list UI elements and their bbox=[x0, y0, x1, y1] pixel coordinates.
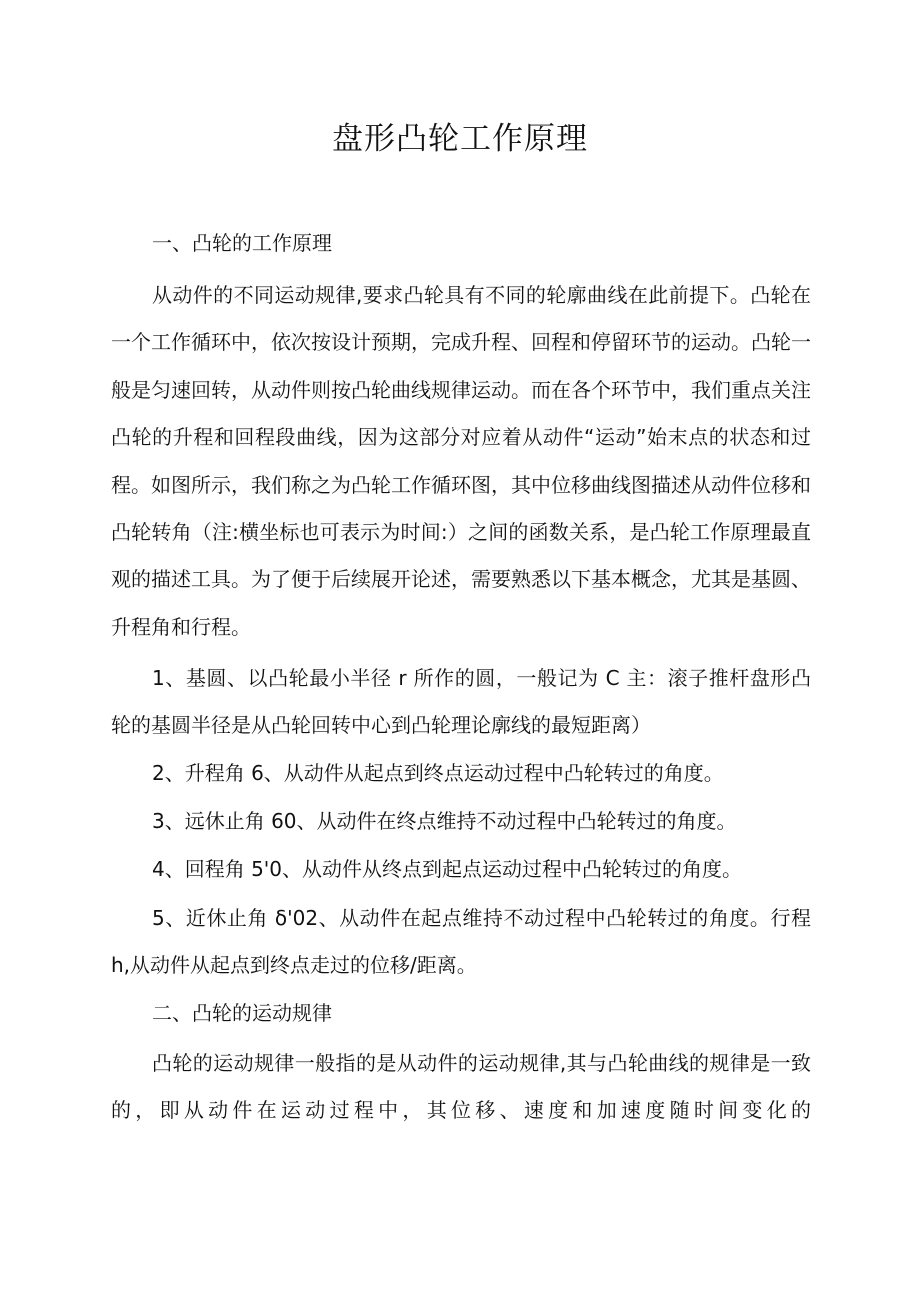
paragraph-base-circle: 1、基圆、以凸轮最小半径 r 所作的圆，一般记为 C 主：滚子推杆盘形凸轮的基圆半径是从凸轮回转中心到凸轮理论廓线的最短距离） bbox=[111, 666, 811, 738]
document-title: 盘形凸轮工作原理 bbox=[332, 121, 588, 157]
section-heading: 一、凸轮的工作原理 bbox=[152, 231, 332, 255]
paragraph-intro: 从动件的不同运动规律,要求凸轮具有不同的轮廓曲线在此前提下。凸轮在一个工作循环中，依次按设计预期，完成升程、回程和停留环节的运动。凸轮一般是匀速回转，从动件则按凸轮曲线规律运动。而在各个环节中，我们重点关注凸轮的升程和回程段曲线，因为这部分对应着从动件“运动”始末点的状态和过程。如图所示，我们称之为凸轮工作循环图，其中位移曲线图描述从动件位移和凸轮转角（注:横坐标也可表示为时间:）之间的函数关系，是凸轮工作原理最直观的描述工具。为了便于后续展开论述，需要熟悉以下基本概念，尤其是基圆、升程角和行程。 bbox=[111, 283, 811, 639]
paragraph-motion-law: 凸轮的运动规律一般指的是从动件的运动规律,其与凸轮曲线的规律是一致的，即从动件在运动过程中，其位移、速度和加速度随时间变化的 bbox=[111, 1051, 811, 1123]
paragraph-near-dwell-angle: 5、近休止角 δ'02、从动件在起点维持不动过程中凸轮转过的角度。行程 h,从动件从起点到终点走过的位移/距离。 bbox=[111, 906, 811, 978]
paragraph-return-angle: 4、回程角 5'0、从动件从终点到起点运动过程中凸轮转过的角度。 bbox=[152, 857, 743, 881]
paragraph-rise-angle: 2、升程角 6、从动件从起点到终点运动过程中凸轮转过的角度。 bbox=[152, 761, 724, 785]
paragraph-far-dwell-angle: 3、远休止角 60、从动件在终点维持不动过程中凸轮转过的角度。 bbox=[152, 809, 737, 833]
section-heading: 二、凸轮的运动规律 bbox=[152, 1001, 332, 1025]
